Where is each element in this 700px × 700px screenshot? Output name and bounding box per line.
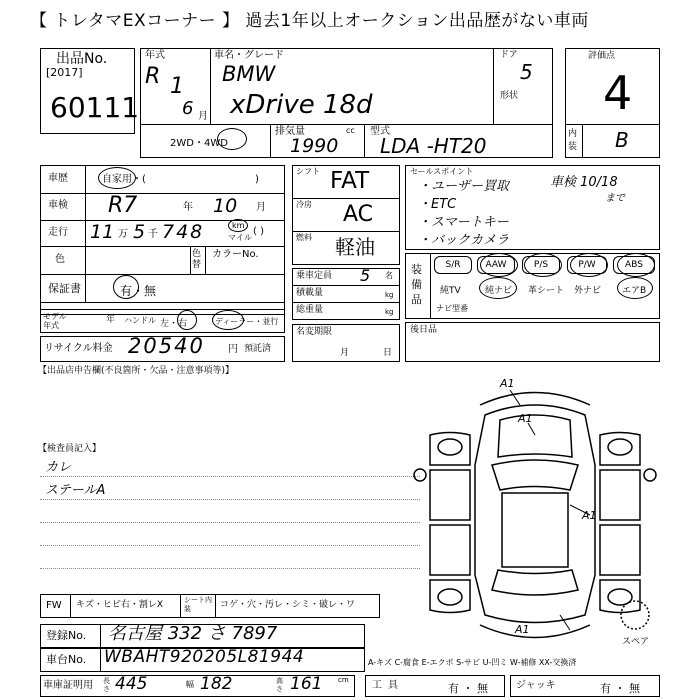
damage-mark-3: A1	[582, 509, 597, 522]
equip-ps-circle	[524, 253, 562, 277]
car-damage-diagram	[410, 375, 660, 655]
shift-label: シフト	[296, 167, 320, 176]
inspector-line-2: ステールA	[45, 483, 106, 498]
history-label: 車歴	[48, 173, 68, 184]
sales-point-4: ・バックカメラ	[418, 233, 510, 248]
lot-number: 60111	[50, 91, 140, 124]
inspection-note: 車検 10/18	[550, 175, 618, 190]
drive-2wd: 2WD	[170, 138, 194, 149]
inspector-line-1: カレ	[45, 460, 72, 475]
damage-mark-1: A1	[500, 377, 515, 390]
equip-ps: P/S	[522, 256, 560, 274]
year-value: 1	[170, 74, 184, 99]
capacity-label: 乗車定員	[296, 271, 333, 281]
damage-items: キズ・ヒビ右・割レX	[76, 600, 163, 610]
model-year-label: モデル年式	[43, 312, 67, 330]
inspection-month: 10	[213, 195, 238, 217]
spare-label: スペア	[622, 637, 650, 647]
mileage-man-unit: 万	[118, 229, 128, 240]
capacity-unit: 名	[385, 271, 393, 280]
inspection-month-unit: 月	[256, 202, 266, 213]
equip-pw: P/W	[567, 256, 607, 274]
warranty-circle	[113, 275, 139, 299]
dealer-circle	[212, 310, 244, 330]
drive-row: 2WD・4WD	[170, 138, 228, 149]
name-change-label: 名変期限	[296, 327, 333, 337]
drive-4wd: 4WD	[203, 138, 228, 149]
handle-circle	[177, 310, 197, 330]
seller-notes-label: 【出品店申告欄(不良箇所・欠品・注意事項等)】	[38, 366, 235, 376]
name-change-day: 日	[383, 348, 393, 358]
color-label: 色	[55, 254, 65, 265]
doors-label: ドア	[500, 50, 518, 60]
sales-points-label: セールスポイント	[410, 167, 474, 176]
drive-4wd-circle	[217, 128, 247, 150]
shift-value: FAT	[330, 168, 370, 194]
color-no-label: カラーNo.	[212, 249, 259, 260]
year-month: 6	[182, 98, 194, 119]
car-grade: xDrive 18d	[230, 90, 373, 120]
interior-label: 内装	[568, 129, 578, 152]
mileage-sen-unit: 千	[148, 229, 158, 240]
inspection-era: R7	[108, 193, 138, 218]
recycle-value: 20540	[128, 334, 205, 358]
equip-sr: S/R	[434, 256, 472, 274]
height-value: 161	[290, 674, 323, 694]
interior-value: B	[615, 128, 629, 152]
equip-navi-circle	[479, 277, 517, 299]
weight-label: 総重量	[296, 305, 324, 315]
name-change-month: 月	[340, 348, 350, 358]
inspection-note-2: まで	[605, 193, 625, 204]
chassis-label: 車台No.	[46, 653, 87, 666]
equip-abs-circle	[617, 253, 655, 277]
registration-value: 名古屋 332 さ 7897	[108, 623, 278, 644]
mileage-sen: 5	[133, 221, 146, 243]
color-change-label: 色替	[192, 249, 202, 270]
damage-mark-2: A1	[518, 412, 533, 425]
handle-value: 左・右	[160, 319, 188, 329]
lot-label: 出品No.	[56, 51, 108, 67]
warranty-label: 保証書	[48, 282, 81, 295]
tools-value: 有 ・ 無	[448, 682, 488, 695]
mileage-paren: ( )	[253, 226, 264, 237]
year-era: R	[145, 64, 161, 89]
history-circle	[98, 167, 136, 189]
page-title: 【 トレタマEXコーナー 】 過去1年以上オークション出品歴がない車両	[30, 11, 589, 31]
displacement-label: 排気量	[275, 126, 305, 137]
height-label: 高さ	[276, 677, 283, 693]
jack-label: ジャッキ	[516, 680, 556, 691]
mileage-rest: 748	[162, 221, 205, 243]
equip-ext-navi: 外ナビ	[574, 286, 602, 296]
later-parts-box	[405, 322, 660, 362]
mileage-unit-mile: マイル	[228, 233, 252, 242]
damage-fw-label: FW	[46, 600, 62, 611]
later-parts-label: 後日品	[410, 325, 438, 335]
model-code-value: LDA -HT20	[380, 134, 487, 158]
sales-point-1: ・ユーザー買取	[418, 179, 510, 194]
car-make: BMW	[222, 62, 276, 86]
equip-airbag-circle	[617, 277, 653, 299]
fuel-value: 軽油	[335, 235, 375, 259]
aircon-label: 冷房	[296, 200, 312, 209]
tools-label: 工具	[372, 680, 404, 691]
equipment-label: 装備品	[411, 263, 422, 306]
sales-point-3: ・スマートキー	[418, 215, 509, 230]
mileage-man: 11	[90, 221, 115, 243]
equip-leather: 革シート	[528, 286, 565, 296]
year-label: 年式	[145, 50, 165, 61]
score-value: 4	[603, 66, 633, 120]
inspection-label: 車検	[48, 200, 68, 211]
certificate-label: 車庫証明用	[43, 680, 93, 691]
equip-pw-circle	[570, 253, 608, 277]
equip-abs: ABS	[613, 256, 655, 274]
length-value: 445	[115, 674, 148, 694]
sales-point-2: ・ETC	[418, 197, 457, 212]
navi-model-label: ナビ型番	[436, 304, 468, 313]
registration-label: 登録No.	[46, 629, 87, 642]
model-code-label: 型式	[370, 126, 390, 137]
weight-unit: kg	[385, 308, 394, 316]
load-unit: kg	[385, 291, 394, 299]
equip-tv: 純TV	[440, 286, 461, 296]
shape-label: 形状	[500, 91, 519, 101]
mileage-unit-km: km	[232, 221, 245, 230]
lot-year: [2017]	[46, 66, 83, 79]
damage-mark-4: A1	[515, 623, 530, 636]
model-year-unit: 年	[106, 315, 116, 325]
equip-aaw-circle	[480, 253, 518, 277]
displacement-value: 1990	[290, 135, 339, 157]
capacity-value: 5	[360, 266, 371, 285]
recycle-label: リサイクル料金	[44, 343, 113, 354]
inspection-year-unit: 年	[183, 202, 193, 213]
certificate-unit: cm	[338, 676, 349, 684]
recycle-unit: 円	[228, 344, 238, 355]
equip-airbag: エアB	[622, 286, 647, 296]
load-label: 積載量	[296, 288, 324, 298]
width-value: 182	[200, 674, 233, 694]
recycle-note: 預託済	[244, 344, 272, 354]
damage-seat-items: コゲ・穴・汚レ・シミ・破レ・ワ	[220, 600, 356, 610]
dealer-value: ディーラー・並行	[215, 317, 279, 326]
displacement-unit: cc	[346, 126, 355, 135]
equip-navi: 純ナビ	[485, 286, 513, 296]
length-label: 長さ	[103, 677, 110, 693]
inspector-label: 【検査員記入】	[38, 444, 102, 454]
mileage-label: 走行	[48, 227, 68, 238]
warranty-value: 有・無	[120, 284, 157, 298]
history-close: )	[255, 174, 259, 185]
equip-aaw: AAW	[477, 256, 515, 274]
mileage-km-circle	[228, 219, 248, 232]
aircon-value: AC	[343, 202, 374, 227]
jack-value: 有 ・ 無	[600, 682, 640, 695]
width-label: 幅	[186, 680, 194, 689]
chassis-value: WBAHT920205L81944	[104, 647, 305, 667]
doors-value: 5	[520, 60, 533, 84]
fuel-label: 燃料	[296, 233, 312, 242]
history-value: 自家用・(	[102, 174, 146, 185]
damage-legend: A-キズ C-腐食 E-エクボ S-サビ U-凹ミ W-補修 XX-交換済	[368, 658, 577, 667]
handle-label: ハンドル	[124, 316, 156, 325]
damage-seat-label: シート内装	[184, 596, 212, 613]
car-name-label: 車名・グレード	[214, 50, 284, 61]
score-label: 評価点	[588, 51, 616, 61]
year-month-unit: 月	[198, 111, 208, 122]
